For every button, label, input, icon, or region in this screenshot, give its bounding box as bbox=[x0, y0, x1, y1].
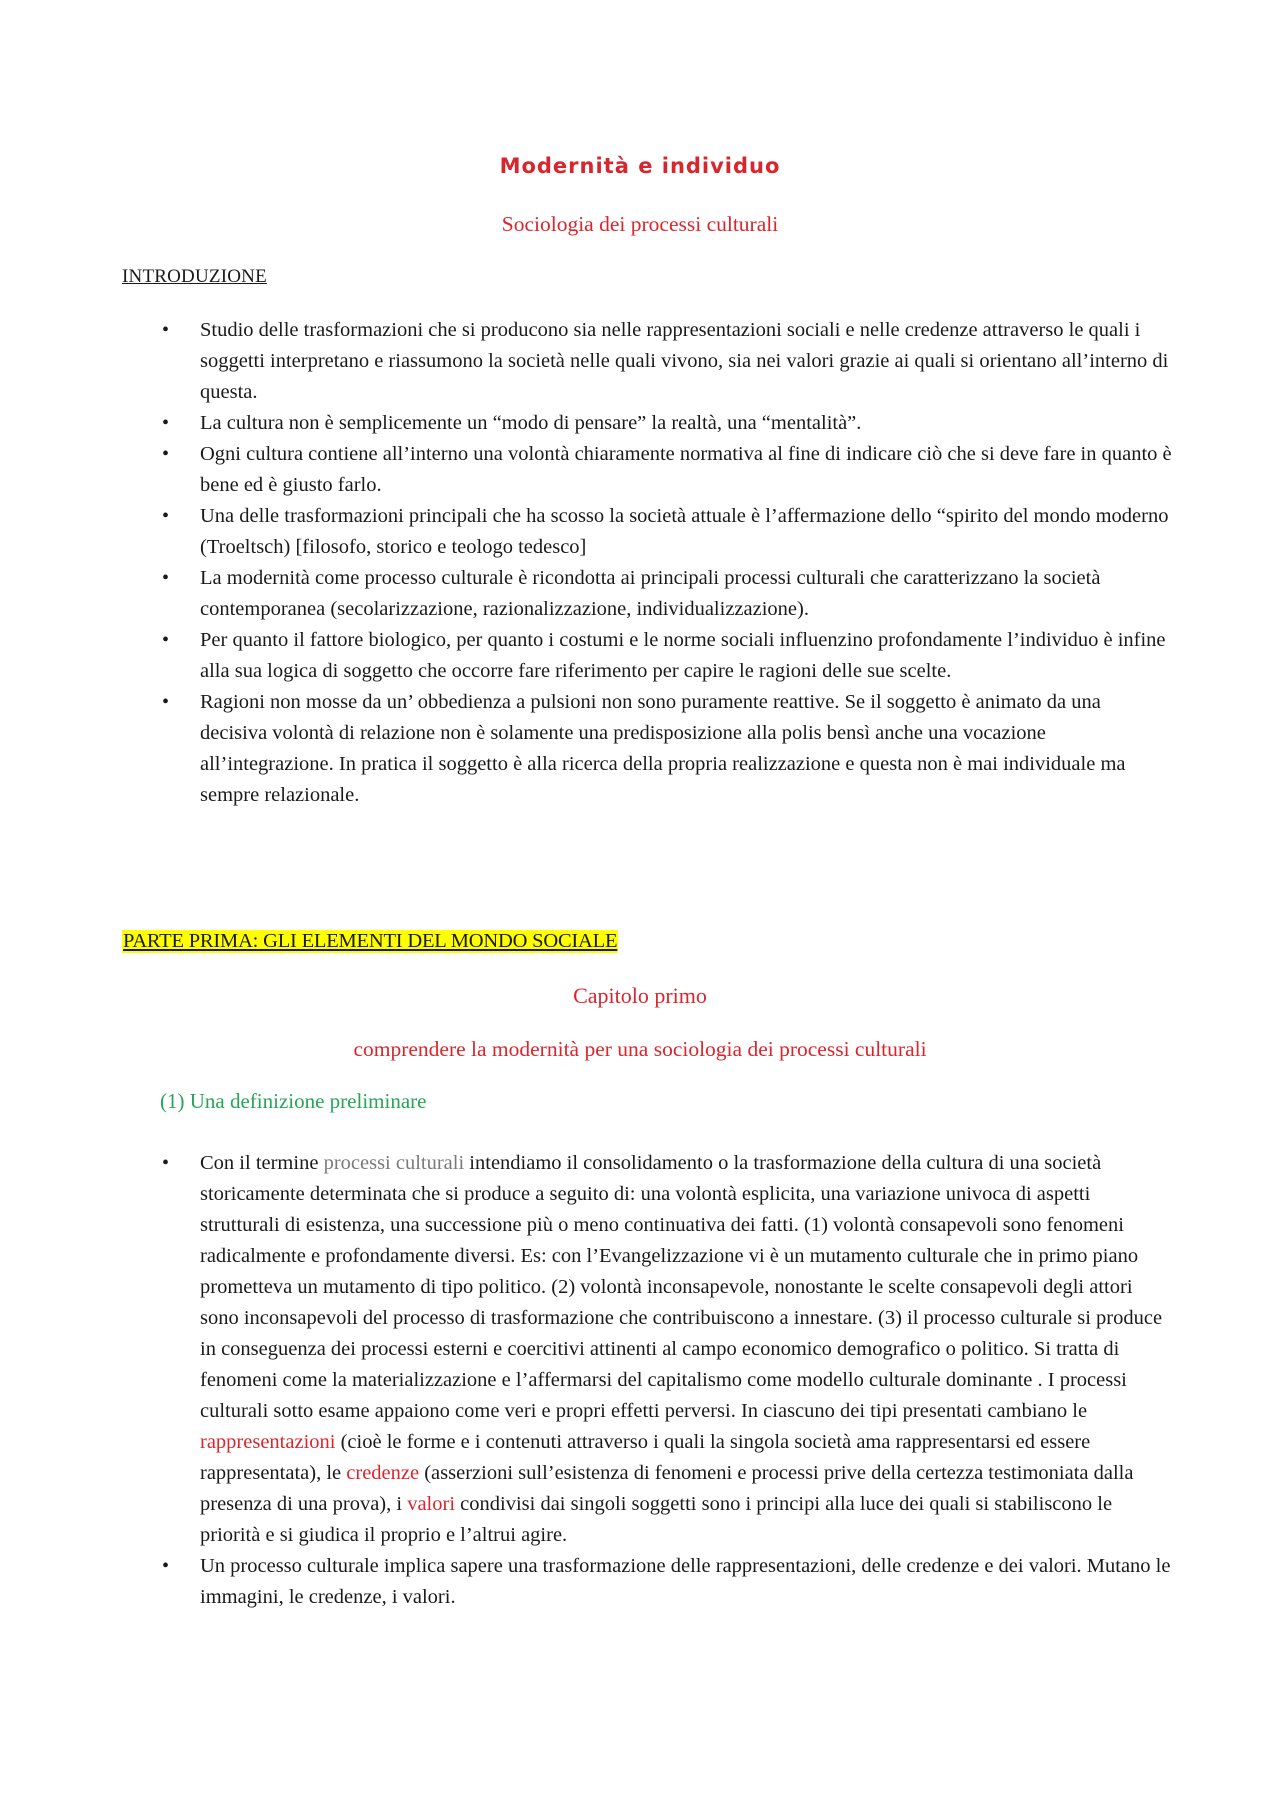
bullet-text: (cioè le forme e i contenuti attraverso i quali la singola società ama rappresentarsi ed essere rappresentata), le bbox=[200, 1431, 1091, 1484]
list-item: • Studio delle trasformazioni che si producono sia nelle rappresentazioni sociali e nelle credenze attraverso le quali i soggetti interpretano e riassumono la società nelle quali vivono, sia nei valori grazie ai quali si orientano all’interno di questa. bbox=[122, 315, 1172, 408]
intro-bullet-list bbox=[122, 315, 1172, 811]
document-subtitle: Sociologia dei processi culturali bbox=[501, 212, 779, 236]
list-item: • Un processo culturale implica sapere una trasformazione delle rappresentazioni, delle credenze e dei valori. Mutano le immagini, le credenze, i valori. bbox=[122, 1551, 1172, 1613]
bullet-text: condivisi dai singoli soggetti sono i principi alla luce dei quali si stabiliscono le priorità e si giudica il proprio e l’altrui agire. bbox=[200, 1493, 1113, 1546]
chapter-subtitle: comprendere la modernità per una sociologia dei processi culturali bbox=[353, 1037, 927, 1061]
list-item: • La cultura non è semplicemente un “modo di pensare” la realtà, una “mentalità”. bbox=[122, 408, 1172, 439]
section-bullet-list bbox=[122, 1148, 1172, 1613]
bullet-text: Con il termine bbox=[200, 1152, 324, 1174]
list-item: • La modernità come processo culturale è ricondotta ai principali processi culturali che caratterizzano la società contemporanea (secolarizzazione, razionalizzazione, individualizzazione). bbox=[122, 563, 1172, 625]
term-processi-culturali: processi culturali bbox=[323, 1152, 465, 1174]
term-valori: valori bbox=[407, 1493, 456, 1515]
list-item: • Per quanto il fattore biologico, per quanto i costumi e le norme sociali influenzino profondamente l’individuo è infine alla sua logica di soggetto che occorre fare riferimento per capire le ragioni delle sue scelte. bbox=[122, 625, 1172, 687]
document-title: Modernità e individuo bbox=[499, 154, 781, 178]
chapter-title: Capitolo primo bbox=[573, 983, 707, 1008]
term-rappresentazioni: rappresentazioni bbox=[200, 1431, 336, 1453]
section-heading: (1) Una definizione preliminare bbox=[160, 1089, 427, 1113]
bullet-text: intendiamo il consolidamento o la trasformazione della cultura di una società storicamente determinata che si produce a seguito di: una volontà esplicita, una variazione univoca di aspetti strutturali di esistenza, una successione più o meno continuativa dei fatti. (1) volontà consapevoli sono fenomeni radicalmente e profondamente diversi. Es: con l’Evangelizzazione vi è un mutamento culturale che in primo piano prometteva un mutamento di tipo politico. (2) volontà inconsapevole, nonostante le scelte consapevoli degli attori sono inconsapevoli del processo di trasformazione che contribuiscono a innestare. (3) il processo culturale si produce in conseguenza dei processi esterni e coercitivi attinenti al campo economico demografico o politico. Si tratta di fenomeni come la materializzazione e l’affermarsi del capitalismo come modello culturale dominante . I processi culturali sotto esame appaiono come veri e propri effetti perversi. In ciascuno dei tipi presentati cambiano le bbox=[200, 1152, 1163, 1422]
list-item bbox=[122, 1148, 1172, 1551]
part-heading: PARTE PRIMA: GLI ELEMENTI DEL MONDO SOCIALE bbox=[123, 930, 618, 952]
list-item: • Una delle trasformazioni principali che ha scosso la società attuale è l’affermazione dello “spirito del mondo moderno (Troeltsch) [filosofo, storico e teologo tedesco] bbox=[122, 501, 1172, 563]
term-credenze: credenze bbox=[346, 1462, 420, 1484]
list-item: • Ragioni non mosse da un’ obbedienza a pulsioni non sono puramente reattive. Se il soggetto è animato da una decisiva volontà di relazione non è solamente una predisposizione alla polis bensì anche una vocazione all’integrazione. In pratica il soggetto è alla ricerca della propria realizzazione e questa non è mai individuale ma sempre relazionale. bbox=[122, 687, 1172, 811]
list-item: • Ogni cultura contiene all’interno una volontà chiaramente normativa al fine di indicare ciò che si deve fare in quanto è bene ed è giusto farlo. bbox=[122, 439, 1172, 501]
bullet-text: (asserzioni sull’esistenza di fenomeni e processi prive della certezza testimoniata dalla presenza di una prova), i bbox=[200, 1462, 1134, 1515]
intro-heading: INTRODUZIONE bbox=[122, 266, 267, 287]
